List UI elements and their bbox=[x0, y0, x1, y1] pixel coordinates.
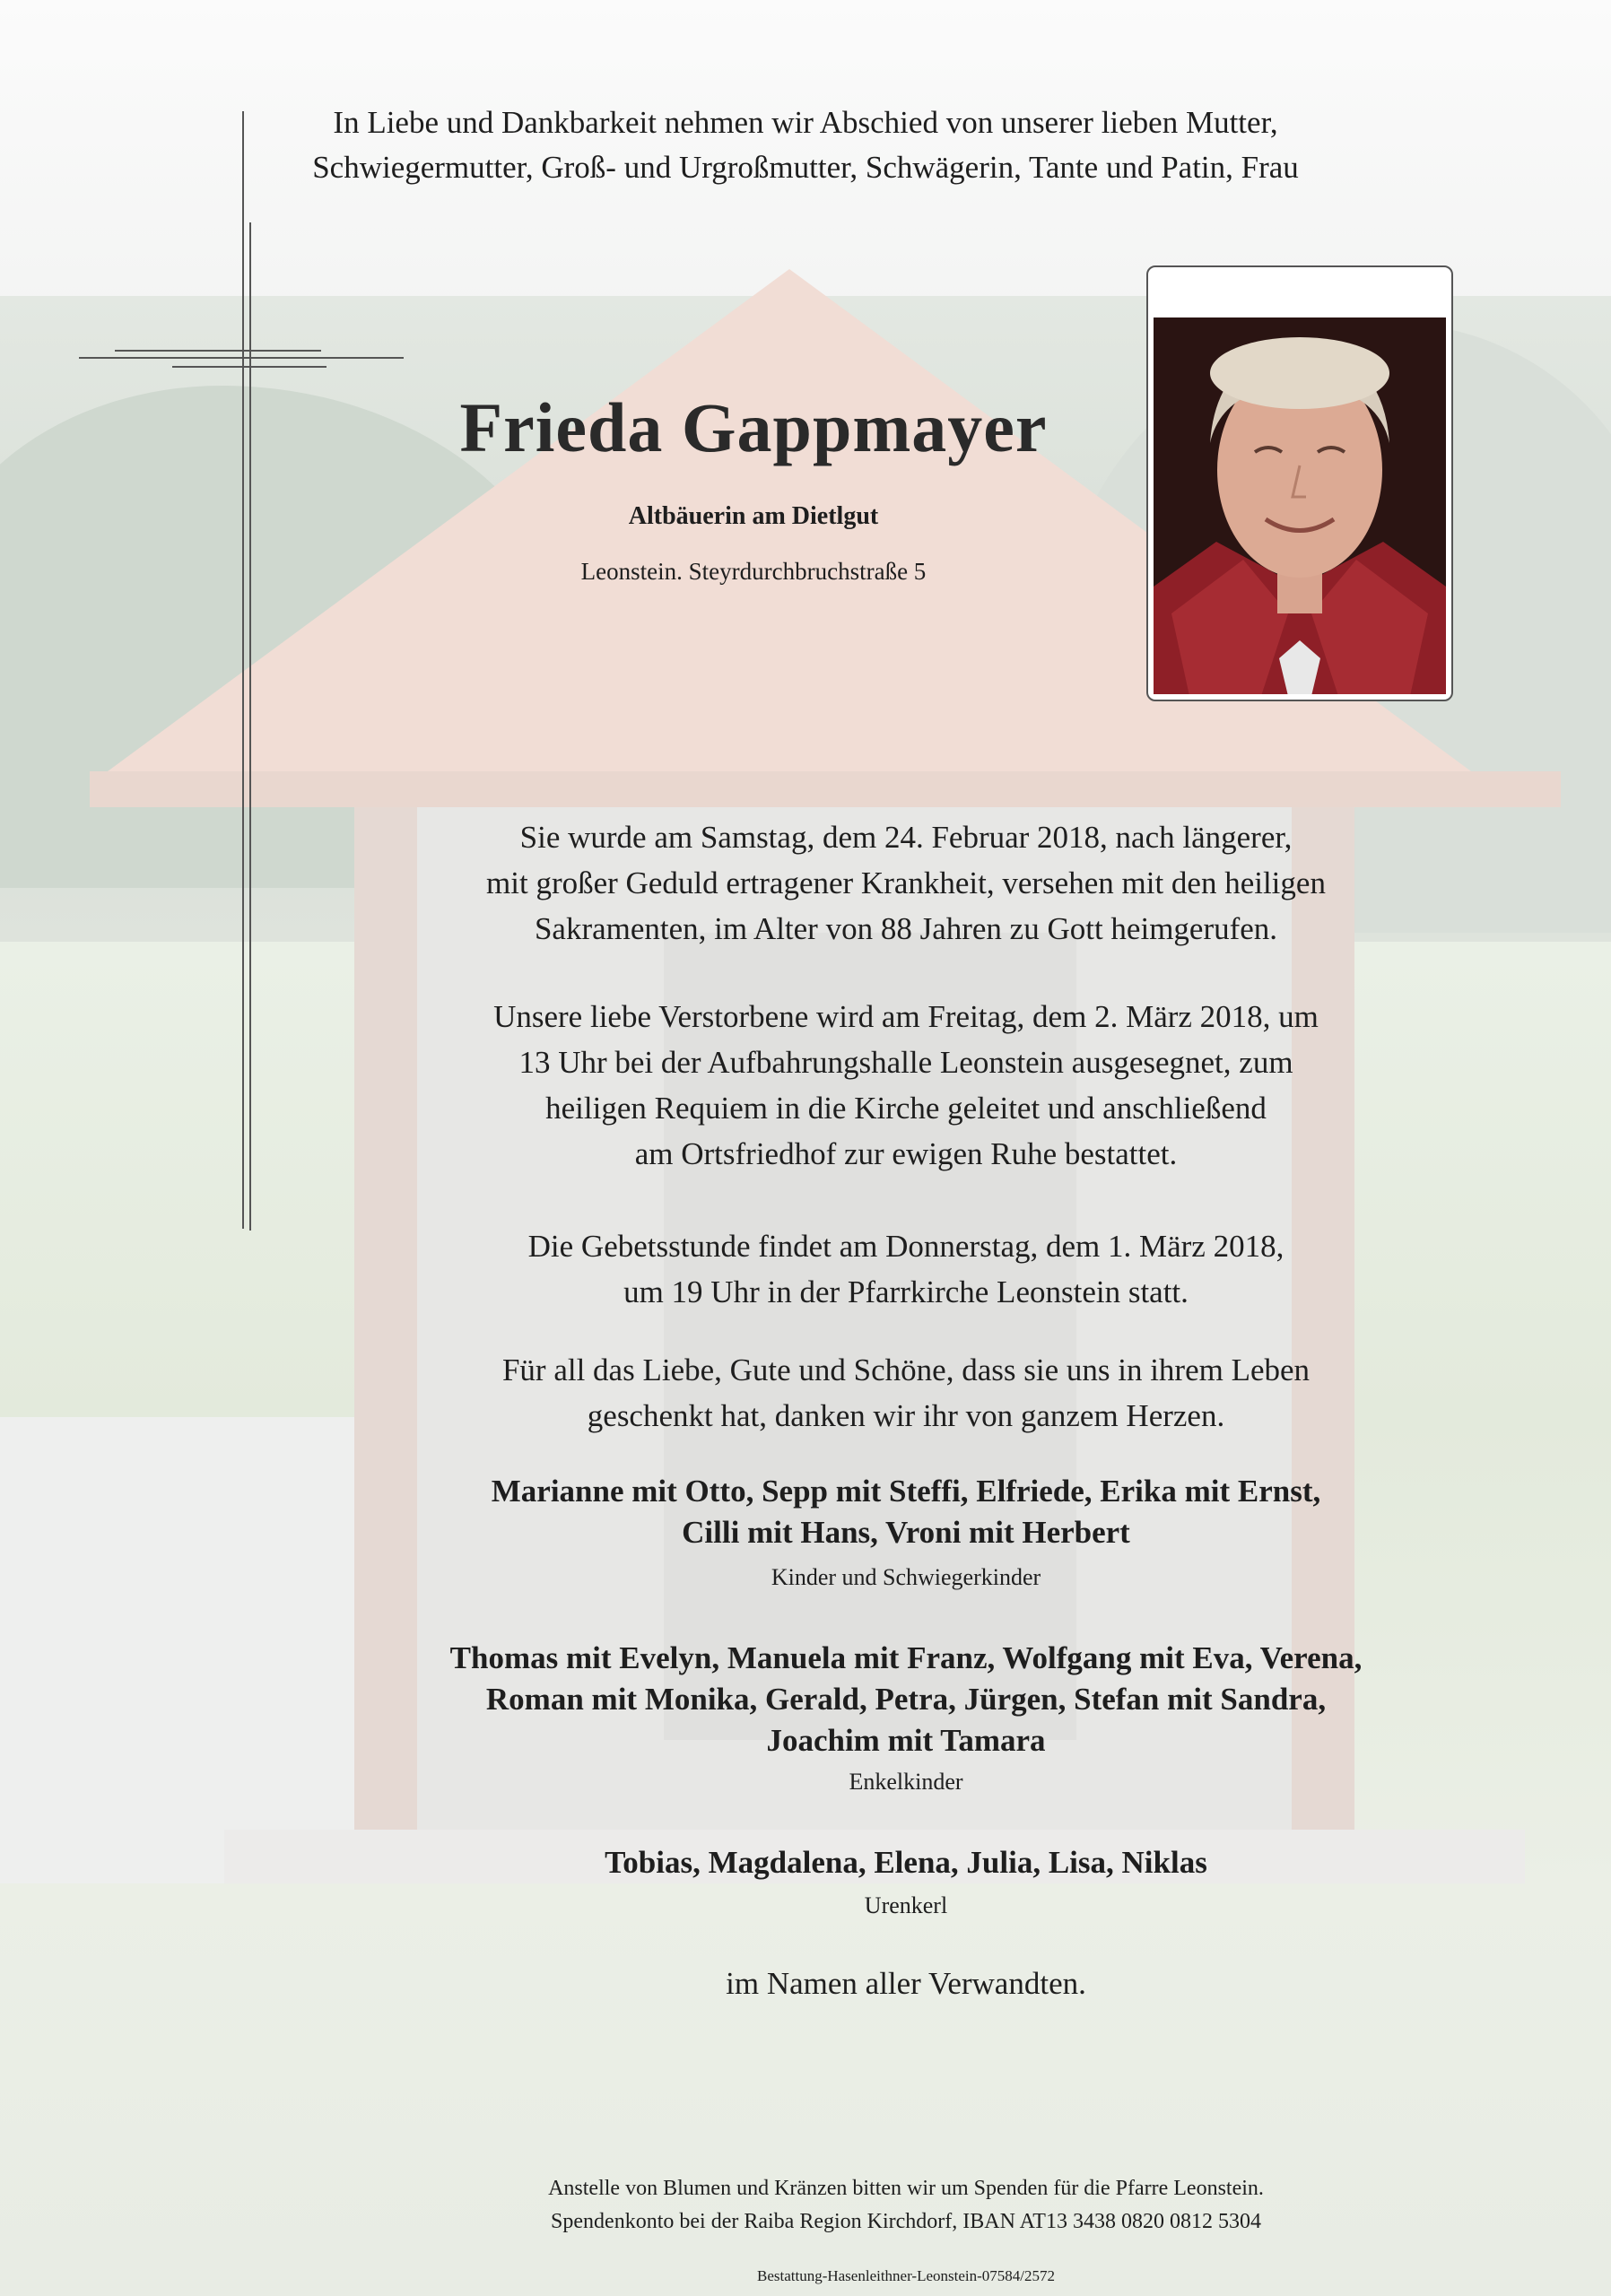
funeral-details: Unsere liebe Verstorbene wird am Freitag, dem 2. März 2018, um 13 Uhr bei der Aufbahrungshalle Leonstein ausgesegnet, zum heiligen Requiem in die Kirche geleitet und anschließend am Ortsfriedhof zur ewigen Ruhe bestattet. bbox=[493, 999, 1319, 1171]
children-label: Kinder und Schwiegerkinder bbox=[771, 1564, 1041, 1590]
deceased-address: Leonstein. Steyrdurchbruchstraße 5 bbox=[580, 558, 927, 585]
prayer-hour: Die Gebetsstunde findet am Donnerstag, dem 1. März 2018, um 19 Uhr in der Pfarrkirche Leonstein statt. bbox=[527, 1229, 1284, 1309]
grandchildren-label: Enkelkinder bbox=[849, 1769, 963, 1795]
donation-note: Anstelle von Blumen und Kränzen bitten wir um Spenden für die Pfarre Leonstein. Spendenkonto bei der Raiba Region Kirchdorf, IBAN AT13 3438 0820 0812 5304 bbox=[548, 2177, 1264, 2233]
intro-line: In Liebe und Dankbarkeit nehmen wir Abschied von unserer lieben Mutter, bbox=[333, 105, 1278, 140]
intro-line: Schwiegermutter, Groß- und Urgroßmutter, Schwägerin, Tante und Patin, Frau bbox=[312, 150, 1299, 185]
gratitude-text: Für all das Liebe, Gute und Schöne, dass sie uns in ihrem Leben geschenkt hat, danken wir ihr von ganzem Herzen. bbox=[501, 1352, 1311, 1433]
closing-line: im Namen aller Verwandten. bbox=[726, 1966, 1086, 2001]
grandchildren-names: Thomas mit Evelyn, Manuela mit Franz, Wolfgang mit Eva, Verena, Roman mit Monika, Gerald, Petra, Jürgen, Stefan mit Sandra, Joachim mit Tamara bbox=[449, 1640, 1363, 1758]
great-grandchildren-names: Tobias, Magdalena, Elena, Julia, Lisa, Niklas bbox=[605, 1845, 1207, 1880]
children-names: Marianne mit Otto, Sepp mit Steffi, Elfriede, Erika mit Ernst, Cilli mit Hans, Vroni mit Herbert bbox=[491, 1474, 1321, 1550]
deceased-name: Frieda Gappmayer bbox=[459, 388, 1048, 466]
intro-text bbox=[0, 100, 1611, 190]
portrait-image bbox=[1154, 317, 1446, 694]
funeral-home-imprint: Bestattung-Hasenleithner-Leonstein-07584/2572 bbox=[756, 2267, 1056, 2284]
deceased-title: Altbäuerin am Dietlgut bbox=[628, 502, 879, 530]
death-announcement: Sie wurde am Samstag, dem 24. Februar 2018, nach längerer, mit großer Geduld ertragener Krankheit, versehen mit den heiligen Sakramenten, im Alter von 88 Jahren zu Gott heimgerufen. bbox=[486, 820, 1326, 946]
great-grandchildren-label: Urenkerl bbox=[864, 1892, 948, 1918]
portrait-photo bbox=[1146, 265, 1453, 701]
cross-icon bbox=[79, 108, 411, 1229]
